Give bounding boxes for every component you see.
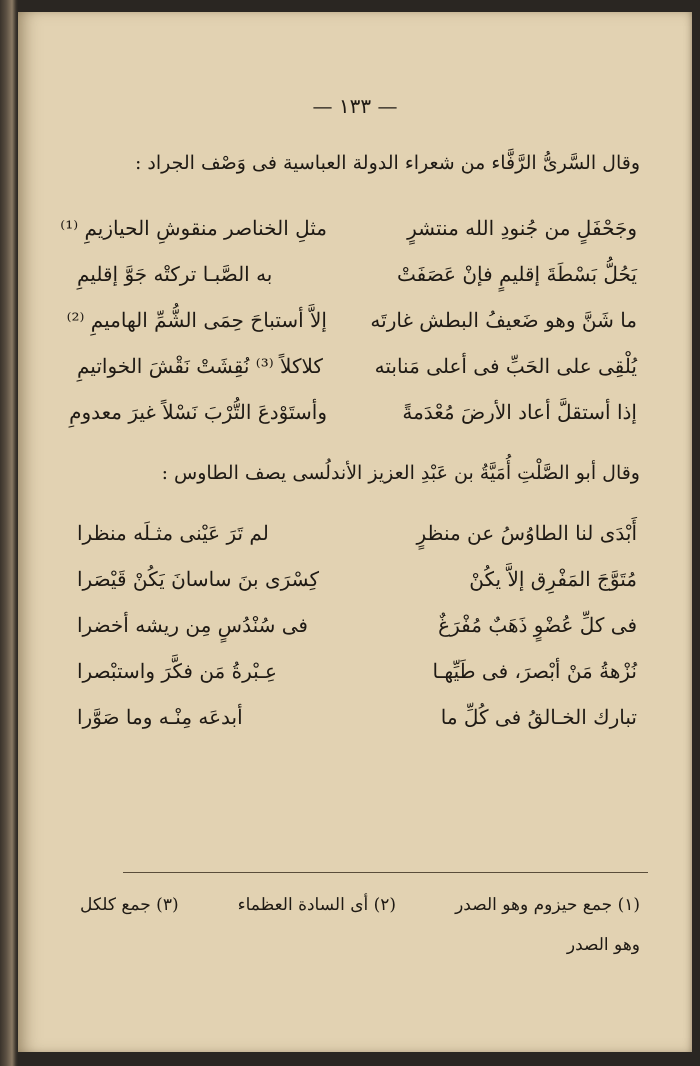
section-1-verses [60,205,637,435]
verse-first-hemistich: فى كلِّ عُضْوٍ ذَهَبٌ مُفْرَغٌ [438,613,637,637]
verse-first-hemistich: إذا أستقلَّ أعاد الأرضَ مُعْدَمةً [402,400,637,424]
verse-line [60,205,637,251]
verse-first-hemistich: ما شَنَّ وهو ضَعيفُ البطش غارتَه [370,308,637,332]
verse-second-hemistich: لم تَرَ عَيْنى مثـلَه منظرا [77,521,269,545]
page-sheet [18,12,692,1052]
verse-second-hemistich: مثلِ الخناصر منقوشِ الحيازيمِ ⁽¹⁾ [60,216,327,240]
verse-first-hemistich: تبارك الخـالقُ فى كُلِّ ما [440,705,637,729]
verse-second-hemistich: وأستَوْدعَ التُّرْبَ نَسْلاً غيرَ معدومِ [69,400,327,424]
verse-line [77,251,637,297]
verse-first-hemistich: يَحُلُّ بَسْطَةَ إقليمٍ فإنْ عَصَفَتْ [396,262,637,286]
verse-line [77,694,637,740]
footnotes [80,885,640,965]
footnote-divider [123,872,648,873]
verse-line [77,602,637,648]
footnote-2: (٢) أى السادة العظماء [237,895,397,915]
verse-line [77,648,637,694]
verse-second-hemistich: فى سُنْدُسٍ مِن ريشه أخضرا [77,613,308,637]
verse-line [77,510,637,556]
verse-first-hemistich: يُلْقِى على الحَبِّ فى أعلى مَنابته [374,354,637,378]
section-2-intro: وقال أبو الصَّلْتِ أُمَيَّةُ بن عَبْدِ العزيز الأندلُسى يصف الطاوس : [161,462,640,484]
footnote-3-continuation: وهو الصدر [566,935,640,955]
section-2-verses [77,510,637,740]
verse-line [77,556,637,602]
verse-second-hemistich: عِـبْرةُ مَن فكَّرَ واستبْصرا [77,659,277,683]
verse-second-hemistich: إلاَّ أستباحَ حِمَى الشُّمِّ الهاميمِ ⁽²⁾ [66,308,327,332]
verse-second-hemistich: أبدعَه مِنْـه وما صَوَّرا [77,705,243,729]
verse-second-hemistich: كِسْرَى بنَ ساسانَ يَكُنْ قَيْصَرا [77,567,320,591]
verse-line [66,297,637,343]
footnote-3: (٣) جمع كلكل [80,895,179,915]
verse-second-hemistich: به الصَّبـا تركتْه جَوَّ إقليمِ [77,262,273,286]
verse-first-hemistich: أَبْدَى لنا الطاوُسُ عن منظرٍ [416,521,637,545]
page-number: — ١٣٣ — [312,94,398,118]
footnote-1: (١) جمع حيزوم وهو الصدر [455,895,640,915]
verse-second-hemistich: كلاكلاً ⁽³⁾ نُقِشَتْ نَقْشَ الخواتيمِ [77,354,323,378]
verse-line [77,343,637,389]
footnote-row [80,885,640,925]
section-1-intro: وقال السَّرىُّ الرَّفَّاء من شعراء الدولة العباسية فى وَصْف الجراد : [134,152,640,174]
verse-first-hemistich: نُزْهةُ مَنْ أبْصرَ، فى طَيِّهـا [432,659,637,683]
verse-first-hemistich: وجَحْفَلٍ من جُنودِ الله منتشرٍ [407,216,637,240]
verse-line [69,389,637,435]
verse-first-hemistich: مُتَوَّجَ المَفْرِق إلاَّ يكُنْ [469,567,637,591]
